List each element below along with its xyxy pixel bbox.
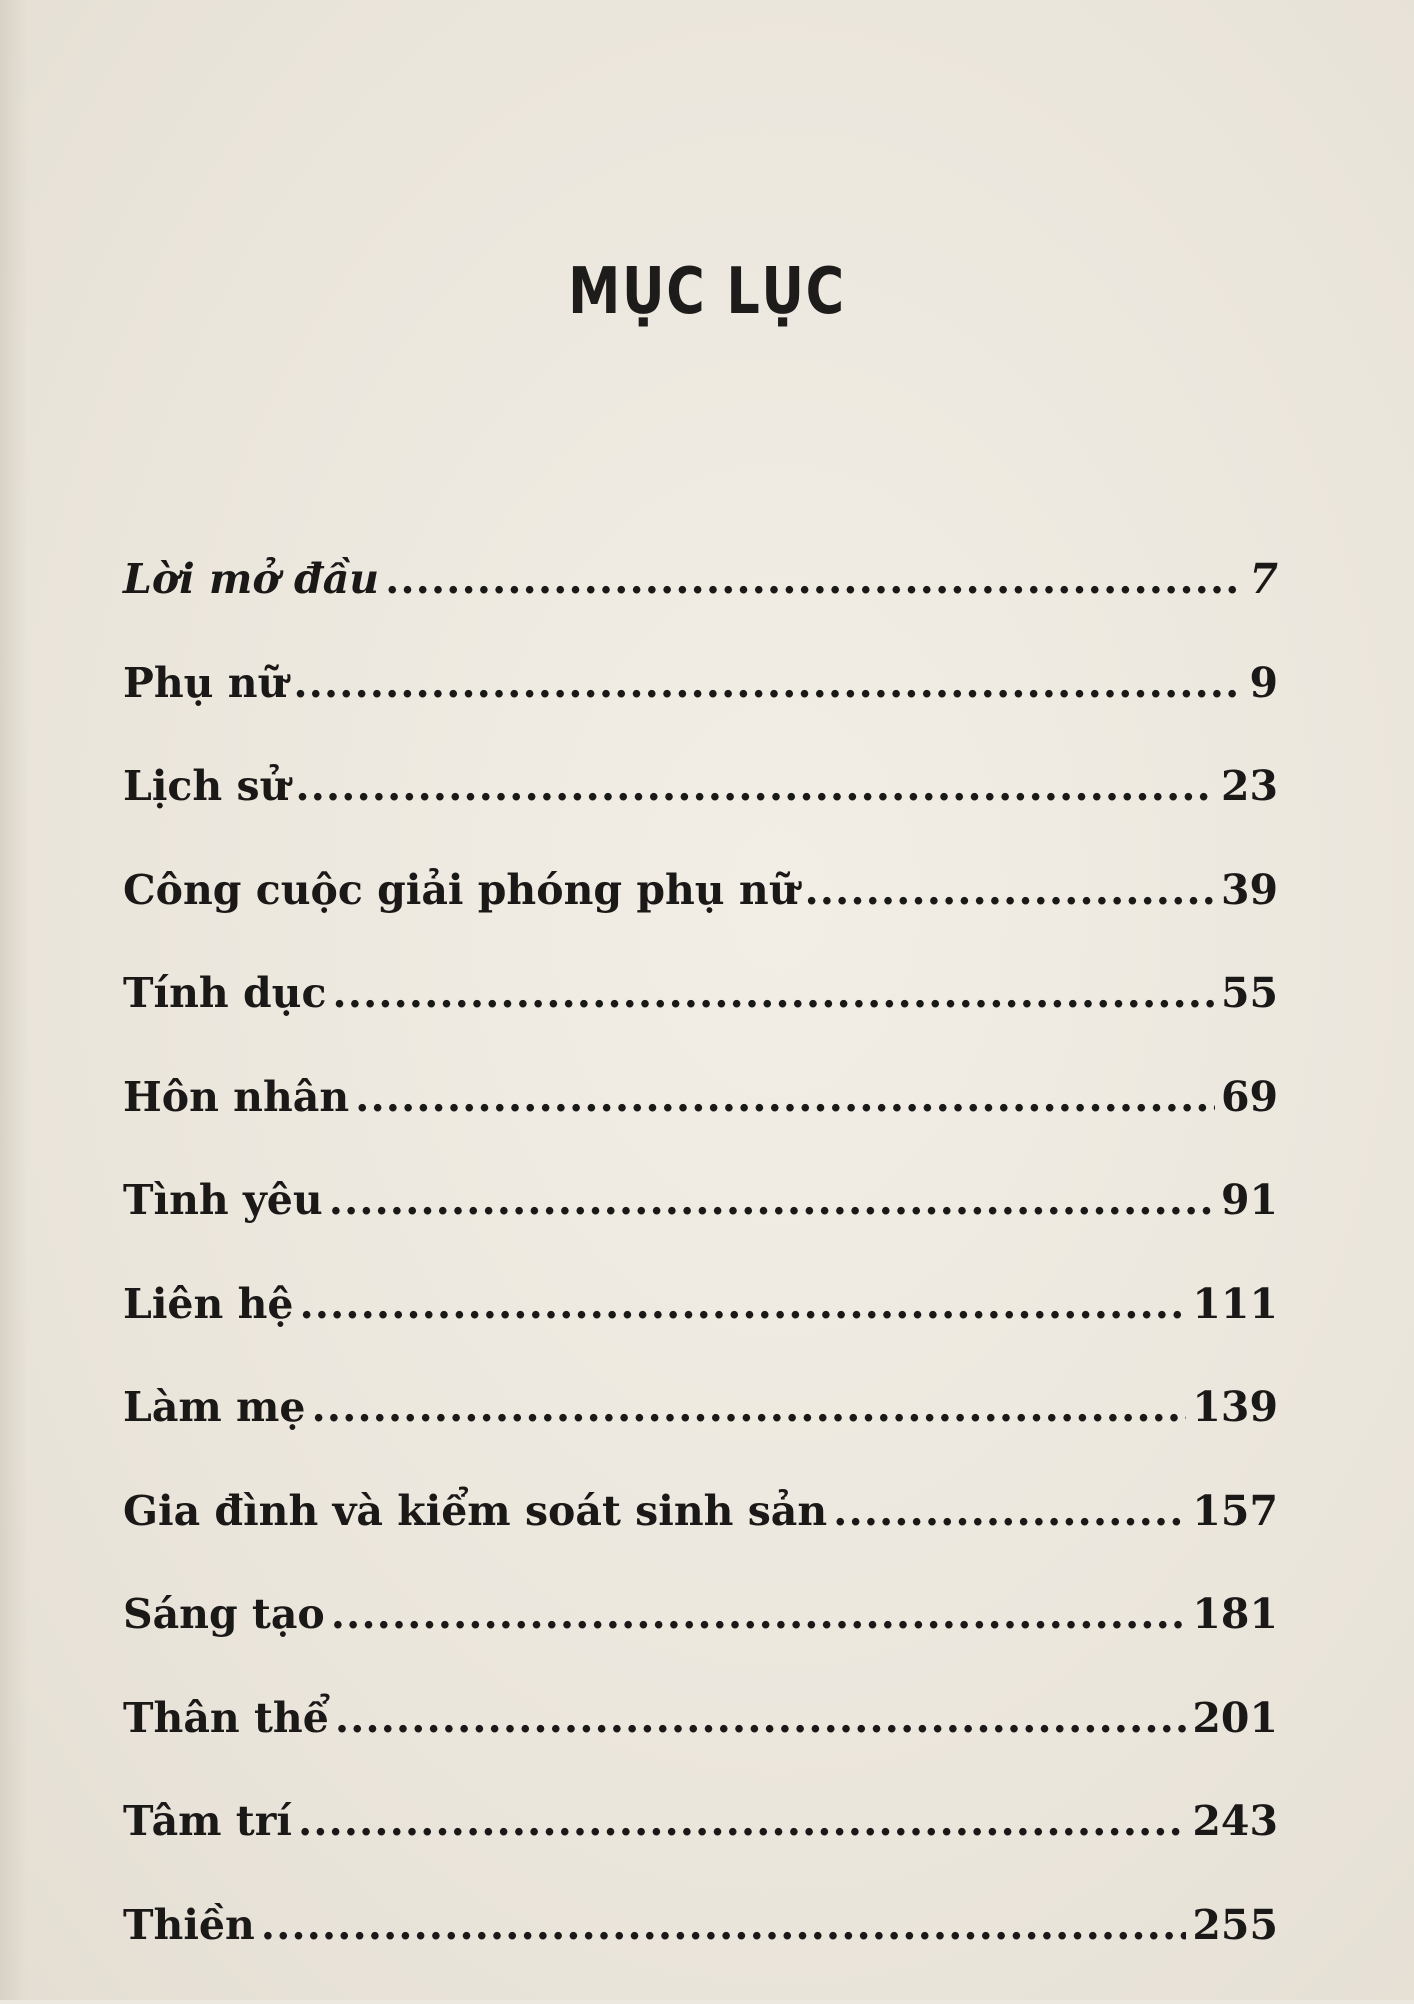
toc-leader-dots (299, 1280, 1186, 1328)
toc-entry-label: Làm mẹ (123, 1383, 306, 1431)
table-of-contents (123, 555, 1278, 2004)
toc-entry (123, 1694, 1278, 1798)
toc-entry-label: Liên hệ (123, 1280, 293, 1328)
toc-entry (123, 866, 1278, 970)
toc-entry-page: 91 (1221, 1176, 1278, 1224)
toc-entry-page: 201 (1192, 1694, 1278, 1742)
toc-entry (123, 1176, 1278, 1280)
toc-leader-dots (833, 1487, 1186, 1535)
toc-leader-dots (335, 1694, 1187, 1742)
toc-entry (123, 1590, 1278, 1694)
toc-leader-dots (332, 969, 1215, 1017)
toc-entry-label: Hôn nhân (123, 1073, 349, 1121)
toc-entry (123, 1383, 1278, 1487)
toc-entry-page: 55 (1221, 969, 1278, 1017)
toc-entry-page: 9 (1249, 659, 1278, 707)
toc-leader-dots (331, 1590, 1187, 1638)
toc-entry-label: Lịch sử (123, 762, 289, 810)
toc-leader-dots (805, 866, 1215, 914)
page-gutter-shadow (0, 0, 28, 2000)
toc-entry (123, 1073, 1278, 1177)
toc-entry-label: Tâm trí (123, 1797, 292, 1845)
toc-entry-label: Phụ nữ (123, 659, 287, 707)
toc-entry-page: 139 (1192, 1383, 1278, 1431)
toc-entry (123, 659, 1278, 763)
toc-entry-label: Gia đình và kiểm soát sinh sản (123, 1487, 827, 1535)
toc-entry-label: Tình yêu (123, 1176, 323, 1224)
toc-entry-label: Lời mở đầu (123, 555, 379, 603)
toc-leader-dots (295, 762, 1215, 810)
toc-entry (123, 1280, 1278, 1384)
toc-entry-label: Thiền (123, 1901, 255, 1949)
toc-entry (123, 555, 1278, 659)
toc-leader-dots (385, 555, 1243, 603)
toc-entry-page: 157 (1192, 1487, 1278, 1535)
toc-entry-page: 243 (1192, 1797, 1278, 1845)
toc-entry-page: 181 (1192, 1590, 1278, 1638)
toc-entry-page: 23 (1221, 762, 1278, 810)
toc-entry-page: 69 (1221, 1073, 1278, 1121)
toc-leader-dots (293, 659, 1243, 707)
toc-entry (123, 1901, 1278, 2004)
toc-entry-label: Tính dục (123, 969, 326, 1017)
toc-leader-dots (261, 1901, 1187, 1949)
toc-entry (123, 1487, 1278, 1591)
toc-entry (123, 762, 1278, 866)
toc-leader-dots (329, 1176, 1215, 1224)
page-title: MỤC LỤC (127, 255, 1286, 329)
toc-leader-dots (355, 1073, 1215, 1121)
toc-entry-page: 39 (1221, 866, 1278, 914)
toc-entry-page: 111 (1192, 1280, 1278, 1328)
toc-entry-label: Sáng tạo (123, 1590, 325, 1638)
toc-entry-label: Thân thể (123, 1694, 329, 1742)
toc-entry (123, 1797, 1278, 1901)
toc-leader-dots (298, 1797, 1186, 1845)
toc-leader-dots (312, 1383, 1187, 1431)
toc-entry-page: 255 (1192, 1901, 1278, 1949)
toc-entry-page: 7 (1249, 555, 1278, 603)
toc-entry (123, 969, 1278, 1073)
toc-entry-label: Công cuộc giải phóng phụ nữ (123, 866, 799, 914)
